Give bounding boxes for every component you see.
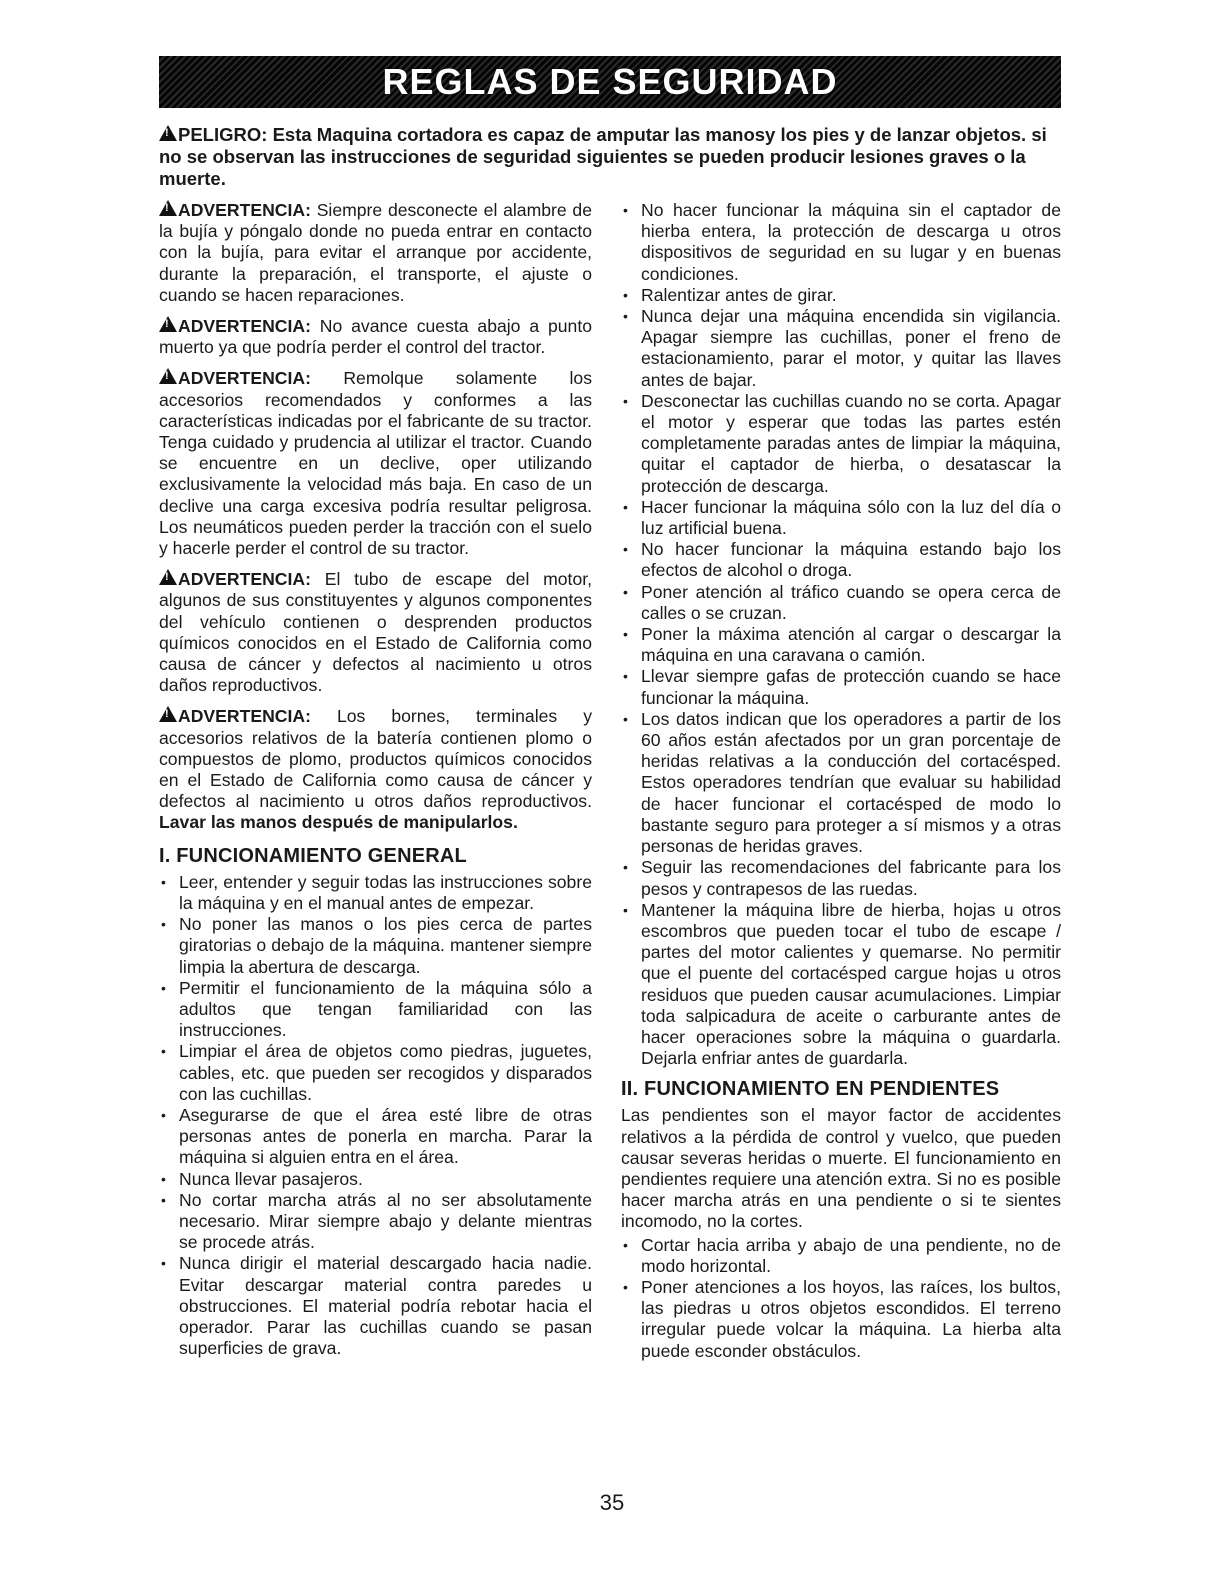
list-item: • No hacer funcionar la máquina estando bajo los efectos de alcohol o droga. bbox=[621, 539, 1061, 581]
warning-text: El tubo de escape del motor, algunos de sus constituyentes y algunos componentes del vehículo contienen o desprenden productos químicos conocidos en el Estado de California como causa de cáncer y defectos al nacimiento u otros daños reproductivos. bbox=[159, 569, 593, 696]
list-item: • Leer, entender y seguir todas las instrucciones sobre la máquina y en el manual antes de empezar. bbox=[159, 872, 592, 914]
list-item: • No poner las manos o los pies cerca de partes giratorias o debajo de la máquina. mantener siempre limpia la abertura de descarga. bbox=[159, 914, 592, 978]
warning-label: ADVERTENCIA: bbox=[178, 200, 311, 220]
warning-triangle-icon bbox=[159, 368, 177, 384]
warning-paragraph bbox=[159, 368, 592, 559]
section-banner bbox=[159, 56, 1061, 108]
warning-triangle-icon bbox=[159, 569, 177, 585]
danger-label: PELIGRO: bbox=[178, 124, 268, 145]
list-item: • Limpiar el área de objetos como piedras, juguetes, cables, etc. que pueden ser recogidos y disparados con las cuchillas. bbox=[159, 1041, 592, 1105]
right-column bbox=[621, 200, 1061, 1370]
warning-triangle-icon bbox=[159, 200, 177, 216]
warning-label: ADVERTENCIA: bbox=[178, 706, 311, 727]
list-item: • Desconectar las cuchillas cuando no se corta. Apagar el motor y esperar que todas las partes estén completamente paradas antes de limpiar la máquina, quitar el captador de hierba, o desatascar la protección de descarga. bbox=[621, 391, 1061, 497]
list-item: • Los datos indican que los operadores a partir de los 60 años están afectados por un gran porcentaje de heridas relativas a la conducción del cortacésped. Estos operadores tendrían que evaluar su habilidad de hacer funcionar el cortacésped de modo lo bastante seguro para proteger a sí mismos y a otras personas de heridas graves. bbox=[621, 709, 1061, 857]
list-item: • No hacer funcionar la máquina sin el captador de hierba entera, la protección de descarga u otros dispositivos de seguridad en su lugar y en buenas condiciones. bbox=[621, 200, 1061, 285]
warning-text: Remolque solamente los accesorios recomendados y conformes a las características indicadas por el fabricante de su tractor. Tenga cuidado y prudencia al utilizar el tractor. Cuando se encuentre en un declive, oper utilizando exclusivamente la velocidad más baja. En caso de un declive una carga excesiva podría resultar peligrosa. Los neumáticos pueden perder la tracción con el suelo y hacerle perder el control de su tractor. bbox=[159, 368, 592, 559]
danger-notice bbox=[159, 124, 1061, 190]
warning-bold-instruction: Lavar las manos después de manipularlos. bbox=[159, 812, 518, 833]
warning-triangle-icon bbox=[159, 316, 177, 332]
list-item: • Ralentizar antes de girar. bbox=[621, 285, 1061, 306]
warning-paragraph bbox=[159, 316, 592, 358]
warning-triangle-icon bbox=[159, 706, 177, 722]
page-number: 35 bbox=[599, 1490, 625, 1515]
list-item: • Permitir el funcionamiento de la máquina sólo a adultos que tengan familiaridad con las instrucciones. bbox=[159, 978, 592, 1042]
section-heading-general: I. FUNCIONAMIENTO GENERAL bbox=[159, 844, 467, 867]
warning-text: No avance cuesta abajo a punto muerto ya que podría perder el control del tractor. bbox=[159, 316, 592, 358]
left-column bbox=[159, 200, 592, 1367]
warning-paragraph bbox=[159, 200, 592, 306]
list-item: • Nunca dejar una máquina encendida sin vigilancia. Apagar siempre las cuchillas, poner el freno de estacionamiento, parar el motor, y quitar las llaves antes de bajar. bbox=[621, 306, 1061, 391]
list-item: • Mantener la máquina libre de hierba, hojas u otros escombros que pueden tocar el tubo de escape / partes del motor calientes y quemarse. No permitir que el puente del cortacésped cargue hojas u otros residuos que pueden causar acumulaciones. Limpiar toda salpicadura de aceite o carburante antes de hacer operaciones sobre la máquina o guardarla. Dejarla enfriar antes de guardarla. bbox=[621, 900, 1061, 1070]
list-item: • Asegurarse de que el área esté libre de otras personas antes de ponerla en marcha. Parar la máquina si alguien entra en el área. bbox=[159, 1105, 592, 1169]
danger-text: Esta Maquina cortadora es capaz de amputar las manosy los pies y de lanzar objetos. si no se observan las instrucciones de seguridad siguientes se pueden producir lesiones graves o la muerte. bbox=[159, 124, 1047, 189]
list-item: • Llevar siempre gafas de protección cuando se hace funcionar la máquina. bbox=[621, 666, 1061, 708]
list-item: • Seguir las recomendaciones del fabricante para los pesos y contrapesos de las ruedas. bbox=[621, 857, 1061, 899]
warning-label: ADVERTENCIA: bbox=[178, 316, 311, 337]
slopes-intro: Las pendientes son el mayor factor de accidentes relativos a la pérdida de control y vuelco, que pueden causar severas heridas o muerte. El funcionamiento en pendientes requiere una atención extra. Si no es posible hacer marcha atrás en una pendiente o si te sientes incomodo, no la cortes. bbox=[621, 1105, 1061, 1232]
list-item: • Poner atenciones a los hoyos, las raíces, los bultos, las piedras u otros objetos escondidos. El terreno irregular puede volcar la máquina. La hierba alta puede esconder obstáculos. bbox=[621, 1277, 1061, 1362]
warning-triangle-icon bbox=[159, 125, 177, 141]
warning-text: Los bornes, terminales y accesorios relativos de la batería contienen plomo o compuestos de plomo, productos químicos conocidos en el Estado de California como causa de cáncer y defectos al nacimiento u otros daños reproductivos. bbox=[159, 706, 592, 812]
page-title: REGLAS DE SEGURIDAD bbox=[382, 61, 838, 102]
slopes-rules-list bbox=[621, 1235, 1061, 1362]
list-item: • Hacer funcionar la máquina sólo con la luz del día o luz artificial buena. bbox=[621, 497, 1061, 539]
section-heading-slopes: II. FUNCIONAMIENTO EN PENDIENTES bbox=[621, 1078, 1000, 1101]
list-item: • Nunca dirigir el material descargado hacia nadie. Evitar descargar material contra paredes u obstrucciones. El material podría rebotar hacia el operador. Parar las cuchillas cuando se pasan superficies de grava. bbox=[159, 1253, 592, 1359]
general-rules-list-continued bbox=[621, 200, 1061, 1069]
warning-label: ADVERTENCIA: bbox=[178, 368, 311, 389]
warning-paragraph bbox=[159, 569, 592, 696]
warning-text: Siempre desconecte el alambre de la bujía y póngalo donde no pueda entrar en contacto con la bujía, para evitar el arranque por accidente, durante la preparación, el transporte, el ajuste o cuando se hacen reparaciones. bbox=[159, 200, 592, 305]
list-item: • Cortar hacia arriba y abajo de una pendiente, no de modo horizontal. bbox=[621, 1235, 1061, 1277]
list-item: • Poner la máxima atención al cargar o descargar la máquina en una caravana o camión. bbox=[621, 624, 1061, 666]
warning-paragraph bbox=[159, 706, 592, 833]
general-rules-list bbox=[159, 872, 592, 1360]
warning-label: ADVERTENCIA: bbox=[178, 569, 311, 590]
list-item: • Nunca llevar pasajeros. bbox=[159, 1169, 592, 1190]
list-item: • Poner atención al tráfico cuando se opera cerca de calles o se cruzan. bbox=[621, 582, 1061, 624]
list-item: • No cortar marcha atrás al no ser absolutamente necesario. Mirar siempre abajo y delante mientras se procede atrás. bbox=[159, 1190, 592, 1254]
